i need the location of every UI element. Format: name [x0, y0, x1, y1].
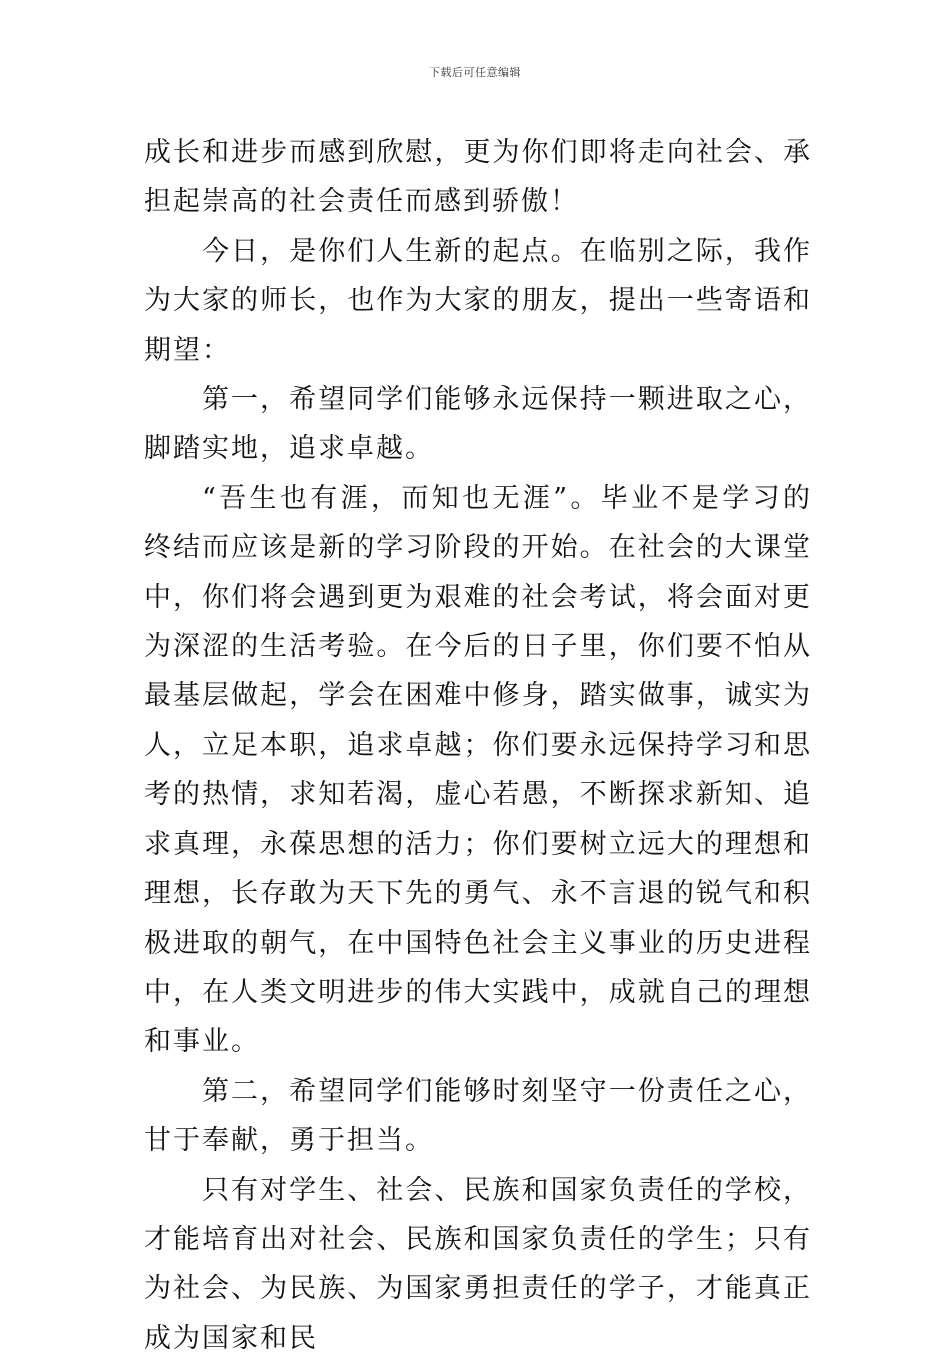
paragraph: “吾生也有涯，而知也无涯”。毕业不是学习的终结而应该是新的学习阶段的开始。在社会的大课堂中，你们将会遇到更为艰难的社会考试，将会面对更为深涩的生活考验。在今后的日子里，你们要不怕从最基层做起，学会在困难中修身，踏实做事，诚实为人，立足本职，追求卓越；你们要永远保持学习和思考的热情，求知若渴，虚心若愚，不断探求新知、追求真理，永葆思想的活力；你们要树立远大的理想和理想，长存敢为天下先的勇气、永不言退的锐气和积极进取的朝气，在中国特色社会主义事业的历史进程中，在人类文明进步的伟大实践中，成就自己的理想和事业。 [144, 482, 812, 1058]
paragraph: 第二，希望同学们能够时刻坚守一份责任之心，甘于奉献，勇于担当。 [144, 1075, 812, 1157]
paragraph: 第一，希望同学们能够永远保持一颗进取之心，脚踏实地，追求卓越。 [144, 384, 812, 465]
document-body [144, 128, 812, 1363]
paragraph: 只有对学生、社会、民族和国家负责任的学校，才能培育出对社会、民族和国家负责任的学生；只有为社会、为民族、为国家勇担责任的学子，才能真正成为国家和民 [144, 1174, 812, 1354]
paragraph: 今日，是你们人生新的起点。在临别之际，我作为大家的师长，也作为大家的朋友，提出一些寄语和期望： [144, 235, 812, 366]
paragraph: 成长和进步而感到欣慰，更为你们即将走向社会、承担起崇高的社会责任而感到骄傲！ [144, 137, 812, 218]
page-header-note: 下载后可任意编辑 [429, 66, 521, 79]
